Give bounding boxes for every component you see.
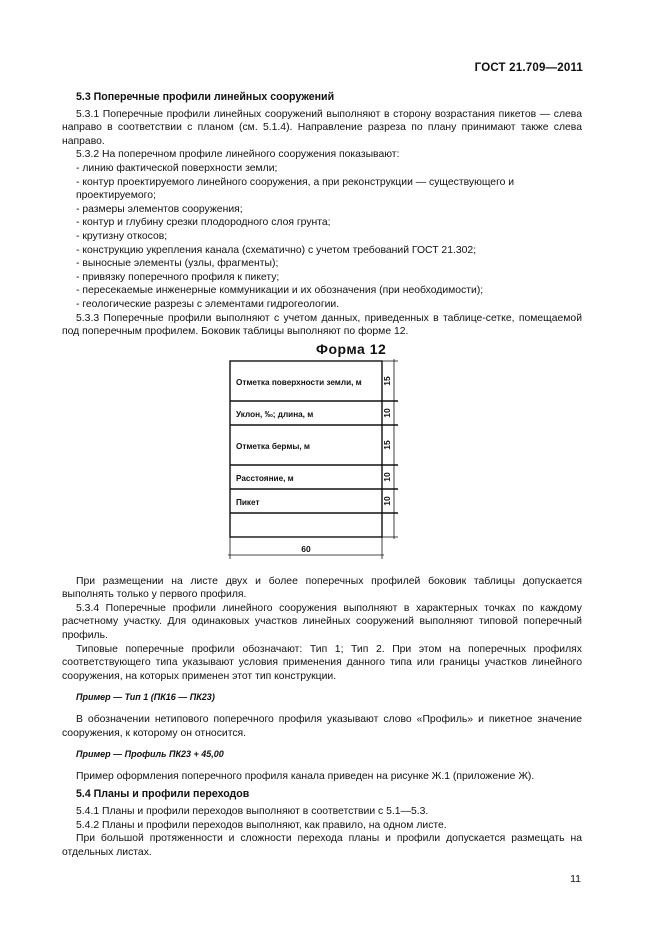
paragraph-nontypical: В обозначении нетипового поперечного профиля указывают слово «Профиль» и пикетное значение сооружения, к которому он относится. (62, 714, 582, 739)
list-item: - выносные элементы (узлы, фрагменты); (76, 258, 279, 270)
list-item: - контур проектируемого линейного сооружения, а при реконструкции — существующего и проектируемого; (76, 176, 515, 202)
list-item: - привязку поперечного профиля к пикету; (76, 271, 280, 283)
paragraph-5-3-2: 5.3.2 На поперечном профиле линейного сооружения показывают: (76, 149, 400, 161)
page-content (62, 91, 582, 859)
form-title: Форма 12 (316, 340, 387, 357)
paragraph-figure-ref: Пример оформления поперечного профиля канала приведен на рисунке Ж.1 (приложение Ж). (76, 770, 535, 782)
example-profile: Пример — Профиль ПК23 + 45,00 (76, 749, 224, 760)
list-item: - контур и глубину срезки плодородного слоя грунта; (76, 217, 331, 229)
list-item: - пересекаемые инженерные коммуникации и их обозначения (при необходимости); (76, 285, 484, 297)
paragraph-5-4-1: 5.4.1 Планы и профили переходов выполняют в соответствии с 5.1—5.3. (76, 806, 429, 817)
document-header: ГОСТ 21.709—2011 (474, 62, 583, 74)
bullet-list (62, 162, 582, 312)
row-height-label: 10 (382, 407, 392, 418)
list-item: - крутизну откосов; (76, 230, 168, 242)
row-height-label: 10 (382, 495, 392, 506)
paragraph-5-3-4: 5.3.4 Поперечные профили линейного сооружения выполняют в характерных точках по каждому расчетному участку. Для одинаковых участков линейных сооружений выполняют типовой поперечный профиль. (62, 602, 582, 642)
row-height-label: 15 (382, 439, 392, 450)
section-heading-5-4: 5.4 Планы и профили переходов (76, 788, 250, 801)
paragraph-typical-profiles: Типовые поперечные профили обозначают: Тип 1; Тип 2. При этом на поперечных профилях соответствующего типа указывают условия применения данного типа или границы участков линейного сооружения, на которых применен этот тип конструкции. (62, 643, 582, 682)
paragraph-5-3-1: 5.3.1 Поперечные профили линейных сооружений выполняют в сторону возрастания пикетов — слева направо в соответствии с планом (см. 5.1.4). Направление разреза по плану принимают также слева направо. (62, 108, 582, 147)
paragraph-stub: При размещении на листе двух и более поперечных профилей боковик таблицы допускается выполнять только у первого профиля. (62, 575, 582, 601)
form-row-label: Отметка бермы, м (236, 441, 310, 451)
paragraph-5-4-2: 5.4.2 Планы и профили переходов выполняют, как правило, на одном листе. (76, 819, 447, 831)
list-item: - геологические разрезы с элементами гидрогеологии. (76, 298, 340, 310)
paragraph-5-3-3: 5.3.3 Поперечные профили выполняют с учетом данных, приведенных в таблице-сетке, помещаемой под поперечным профилем. Боковик таблицы выполняют по форме 12. (62, 312, 582, 338)
page-number: 11 (570, 873, 581, 885)
form-row-label: Пикет (236, 497, 260, 507)
list-item: - конструкцию укрепления канала (схематично) с учетом требований ГОСТ 21.302; (76, 244, 477, 256)
row-height-label: 10 (382, 471, 392, 482)
list-item: - линию фактической поверхности земли; (76, 162, 278, 174)
table-width-label: 60 (301, 543, 311, 554)
form-row-label: Уклон, ‰; длина, м (236, 409, 314, 419)
paragraph-5-4-3: При большой протяженности и сложности перехода планы и профили допускается размещать на отдельных листах. (62, 833, 582, 858)
section-heading-5-3: 5.3 Поперечные профили линейных сооружений (76, 91, 335, 103)
form-12-figure (62, 339, 582, 575)
row-height-label: 15 (382, 375, 392, 386)
form-12-table (222, 359, 462, 571)
form-row-label: Отметка поверхности земли, м (236, 377, 362, 387)
form-row-label: Расстояние, м (236, 473, 294, 483)
list-item: - размеры элементов сооружения; (76, 203, 243, 215)
example-type: Пример — Тип 1 (ПК16 — ПК23) (76, 692, 215, 703)
